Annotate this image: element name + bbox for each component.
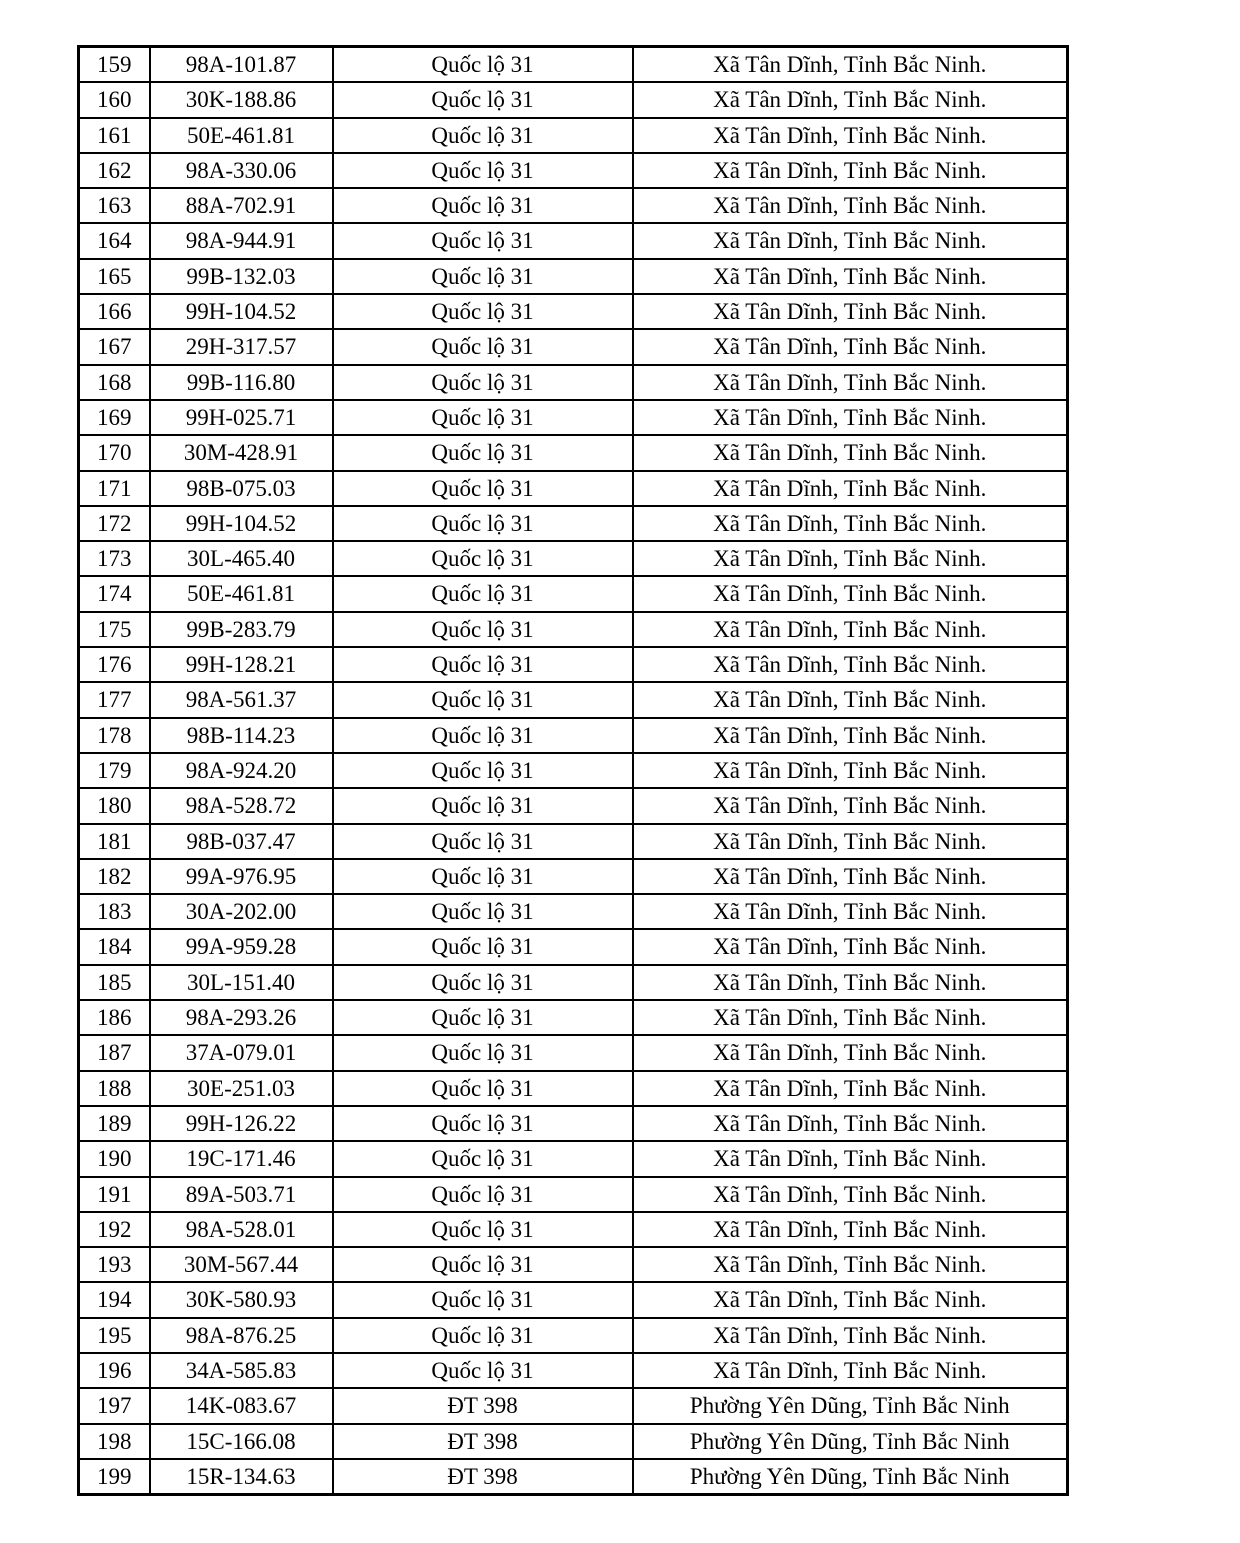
road-cell: Quốc lộ 31 bbox=[333, 1035, 633, 1070]
plate-cell: 88A-702.91 bbox=[150, 188, 333, 223]
table-row bbox=[79, 541, 1068, 576]
location-cell: Xã Tân Dĩnh, Tỉnh Bắc Ninh. bbox=[633, 1035, 1068, 1070]
plate-cell: 30K-188.86 bbox=[150, 82, 333, 117]
location-cell: Xã Tân Dĩnh, Tỉnh Bắc Ninh. bbox=[633, 647, 1068, 682]
row-number-cell: 197 bbox=[79, 1388, 150, 1423]
road-cell: Quốc lộ 31 bbox=[333, 612, 633, 647]
table-row bbox=[79, 47, 1068, 83]
row-number-cell: 196 bbox=[79, 1353, 150, 1388]
row-number-cell: 189 bbox=[79, 1106, 150, 1141]
location-cell: Xã Tân Dĩnh, Tỉnh Bắc Ninh. bbox=[633, 188, 1068, 223]
table-row bbox=[79, 965, 1068, 1000]
location-cell: Xã Tân Dĩnh, Tỉnh Bắc Ninh. bbox=[633, 894, 1068, 929]
table-row bbox=[79, 1000, 1068, 1035]
road-cell: Quốc lộ 31 bbox=[333, 82, 633, 117]
location-cell: Xã Tân Dĩnh, Tỉnh Bắc Ninh. bbox=[633, 576, 1068, 611]
plate-cell: 99B-116.80 bbox=[150, 365, 333, 400]
road-cell: ĐT 398 bbox=[333, 1459, 633, 1495]
location-cell: Xã Tân Dĩnh, Tỉnh Bắc Ninh. bbox=[633, 118, 1068, 153]
road-cell: Quốc lộ 31 bbox=[333, 188, 633, 223]
plate-cell: 98A-924.20 bbox=[150, 753, 333, 788]
row-number-cell: 180 bbox=[79, 788, 150, 823]
table-row bbox=[79, 400, 1068, 435]
violations-table bbox=[77, 45, 1069, 1496]
violations-table-body bbox=[79, 47, 1068, 1495]
location-cell: Phường Yên Dũng, Tỉnh Bắc Ninh bbox=[633, 1459, 1068, 1495]
table-row bbox=[79, 718, 1068, 753]
table-row bbox=[79, 1282, 1068, 1317]
table-row bbox=[79, 118, 1068, 153]
row-number-cell: 159 bbox=[79, 47, 150, 83]
road-cell: Quốc lộ 31 bbox=[333, 223, 633, 258]
table-row bbox=[79, 435, 1068, 470]
plate-cell: 98B-075.03 bbox=[150, 471, 333, 506]
row-number-cell: 183 bbox=[79, 894, 150, 929]
location-cell: Xã Tân Dĩnh, Tỉnh Bắc Ninh. bbox=[633, 400, 1068, 435]
table-row bbox=[79, 824, 1068, 859]
road-cell: Quốc lộ 31 bbox=[333, 859, 633, 894]
table-row bbox=[79, 188, 1068, 223]
plate-cell: 99A-976.95 bbox=[150, 859, 333, 894]
table-row bbox=[79, 788, 1068, 823]
plate-cell: 37A-079.01 bbox=[150, 1035, 333, 1070]
road-cell: Quốc lộ 31 bbox=[333, 718, 633, 753]
table-row bbox=[79, 1106, 1068, 1141]
row-number-cell: 194 bbox=[79, 1282, 150, 1317]
plate-cell: 99H-126.22 bbox=[150, 1106, 333, 1141]
row-number-cell: 172 bbox=[79, 506, 150, 541]
road-cell: ĐT 398 bbox=[333, 1388, 633, 1423]
location-cell: Xã Tân Dĩnh, Tỉnh Bắc Ninh. bbox=[633, 1071, 1068, 1106]
location-cell: Xã Tân Dĩnh, Tỉnh Bắc Ninh. bbox=[633, 929, 1068, 964]
row-number-cell: 190 bbox=[79, 1141, 150, 1176]
plate-cell: 98A-944.91 bbox=[150, 223, 333, 258]
location-cell: Xã Tân Dĩnh, Tỉnh Bắc Ninh. bbox=[633, 1106, 1068, 1141]
plate-cell: 99H-104.52 bbox=[150, 294, 333, 329]
table-row bbox=[79, 471, 1068, 506]
plate-cell: 30A-202.00 bbox=[150, 894, 333, 929]
row-number-cell: 198 bbox=[79, 1424, 150, 1459]
plate-cell: 99H-104.52 bbox=[150, 506, 333, 541]
plate-cell: 98B-037.47 bbox=[150, 824, 333, 859]
location-cell: Xã Tân Dĩnh, Tỉnh Bắc Ninh. bbox=[633, 788, 1068, 823]
row-number-cell: 187 bbox=[79, 1035, 150, 1070]
plate-cell: 98A-561.37 bbox=[150, 682, 333, 717]
table-row bbox=[79, 506, 1068, 541]
location-cell: Xã Tân Dĩnh, Tỉnh Bắc Ninh. bbox=[633, 223, 1068, 258]
location-cell: Phường Yên Dũng, Tỉnh Bắc Ninh bbox=[633, 1424, 1068, 1459]
plate-cell: 15R-134.63 bbox=[150, 1459, 333, 1495]
location-cell: Xã Tân Dĩnh, Tỉnh Bắc Ninh. bbox=[633, 1318, 1068, 1353]
location-cell: Xã Tân Dĩnh, Tỉnh Bắc Ninh. bbox=[633, 294, 1068, 329]
road-cell: Quốc lộ 31 bbox=[333, 471, 633, 506]
table-row bbox=[79, 647, 1068, 682]
plate-cell: 50E-461.81 bbox=[150, 576, 333, 611]
table-row bbox=[79, 365, 1068, 400]
location-cell: Xã Tân Dĩnh, Tỉnh Bắc Ninh. bbox=[633, 753, 1068, 788]
plate-cell: 98A-293.26 bbox=[150, 1000, 333, 1035]
row-number-cell: 174 bbox=[79, 576, 150, 611]
table-row bbox=[79, 1071, 1068, 1106]
road-cell: Quốc lộ 31 bbox=[333, 1071, 633, 1106]
location-cell: Xã Tân Dĩnh, Tỉnh Bắc Ninh. bbox=[633, 82, 1068, 117]
table-row bbox=[79, 1424, 1068, 1459]
table-row bbox=[79, 153, 1068, 188]
row-number-cell: 188 bbox=[79, 1071, 150, 1106]
table-row bbox=[79, 612, 1068, 647]
table-row bbox=[79, 329, 1068, 364]
road-cell: Quốc lộ 31 bbox=[333, 1353, 633, 1388]
row-number-cell: 168 bbox=[79, 365, 150, 400]
table-row bbox=[79, 576, 1068, 611]
plate-cell: 98A-876.25 bbox=[150, 1318, 333, 1353]
table-row bbox=[79, 859, 1068, 894]
location-cell: Xã Tân Dĩnh, Tỉnh Bắc Ninh. bbox=[633, 859, 1068, 894]
row-number-cell: 195 bbox=[79, 1318, 150, 1353]
row-number-cell: 170 bbox=[79, 435, 150, 470]
row-number-cell: 184 bbox=[79, 929, 150, 964]
road-cell: Quốc lộ 31 bbox=[333, 1318, 633, 1353]
road-cell: Quốc lộ 31 bbox=[333, 576, 633, 611]
table-row bbox=[79, 1353, 1068, 1388]
location-cell: Xã Tân Dĩnh, Tỉnh Bắc Ninh. bbox=[633, 329, 1068, 364]
road-cell: Quốc lộ 31 bbox=[333, 153, 633, 188]
table-row bbox=[79, 1388, 1068, 1423]
table-row bbox=[79, 682, 1068, 717]
road-cell: Quốc lộ 31 bbox=[333, 1106, 633, 1141]
road-cell: Quốc lộ 31 bbox=[333, 1247, 633, 1282]
road-cell: Quốc lộ 31 bbox=[333, 753, 633, 788]
row-number-cell: 164 bbox=[79, 223, 150, 258]
road-cell: Quốc lộ 31 bbox=[333, 259, 633, 294]
row-number-cell: 160 bbox=[79, 82, 150, 117]
location-cell: Phường Yên Dũng, Tỉnh Bắc Ninh bbox=[633, 1388, 1068, 1423]
location-cell: Xã Tân Dĩnh, Tỉnh Bắc Ninh. bbox=[633, 1282, 1068, 1317]
row-number-cell: 166 bbox=[79, 294, 150, 329]
road-cell: Quốc lộ 31 bbox=[333, 1212, 633, 1247]
plate-cell: 15C-166.08 bbox=[150, 1424, 333, 1459]
location-cell: Xã Tân Dĩnh, Tỉnh Bắc Ninh. bbox=[633, 682, 1068, 717]
row-number-cell: 167 bbox=[79, 329, 150, 364]
row-number-cell: 169 bbox=[79, 400, 150, 435]
location-cell: Xã Tân Dĩnh, Tỉnh Bắc Ninh. bbox=[633, 365, 1068, 400]
plate-cell: 30E-251.03 bbox=[150, 1071, 333, 1106]
plate-cell: 98A-330.06 bbox=[150, 153, 333, 188]
road-cell: Quốc lộ 31 bbox=[333, 1282, 633, 1317]
row-number-cell: 179 bbox=[79, 753, 150, 788]
row-number-cell: 161 bbox=[79, 118, 150, 153]
plate-cell: 98B-114.23 bbox=[150, 718, 333, 753]
location-cell: Xã Tân Dĩnh, Tỉnh Bắc Ninh. bbox=[633, 1000, 1068, 1035]
table-row bbox=[79, 1177, 1068, 1212]
table-row bbox=[79, 1247, 1068, 1282]
location-cell: Xã Tân Dĩnh, Tỉnh Bắc Ninh. bbox=[633, 541, 1068, 576]
location-cell: Xã Tân Dĩnh, Tỉnh Bắc Ninh. bbox=[633, 153, 1068, 188]
row-number-cell: 199 bbox=[79, 1459, 150, 1495]
road-cell: Quốc lộ 31 bbox=[333, 47, 633, 83]
road-cell: Quốc lộ 31 bbox=[333, 1141, 633, 1176]
row-number-cell: 182 bbox=[79, 859, 150, 894]
plate-cell: 34A-585.83 bbox=[150, 1353, 333, 1388]
plate-cell: 99B-283.79 bbox=[150, 612, 333, 647]
plate-cell: 99B-132.03 bbox=[150, 259, 333, 294]
road-cell: Quốc lộ 31 bbox=[333, 541, 633, 576]
table-row bbox=[79, 1212, 1068, 1247]
row-number-cell: 176 bbox=[79, 647, 150, 682]
location-cell: Xã Tân Dĩnh, Tỉnh Bắc Ninh. bbox=[633, 47, 1068, 83]
road-cell: Quốc lộ 31 bbox=[333, 400, 633, 435]
location-cell: Xã Tân Dĩnh, Tỉnh Bắc Ninh. bbox=[633, 471, 1068, 506]
table-row bbox=[79, 894, 1068, 929]
plate-cell: 98A-528.72 bbox=[150, 788, 333, 823]
plate-cell: 29H-317.57 bbox=[150, 329, 333, 364]
plate-cell: 19C-171.46 bbox=[150, 1141, 333, 1176]
road-cell: Quốc lộ 31 bbox=[333, 788, 633, 823]
road-cell: Quốc lộ 31 bbox=[333, 294, 633, 329]
table-row bbox=[79, 1141, 1068, 1176]
table-row bbox=[79, 82, 1068, 117]
table-row bbox=[79, 223, 1068, 258]
row-number-cell: 185 bbox=[79, 965, 150, 1000]
plate-cell: 99A-959.28 bbox=[150, 929, 333, 964]
road-cell: Quốc lộ 31 bbox=[333, 894, 633, 929]
row-number-cell: 163 bbox=[79, 188, 150, 223]
row-number-cell: 192 bbox=[79, 1212, 150, 1247]
plate-cell: 14K-083.67 bbox=[150, 1388, 333, 1423]
table-row bbox=[79, 1318, 1068, 1353]
row-number-cell: 186 bbox=[79, 1000, 150, 1035]
location-cell: Xã Tân Dĩnh, Tỉnh Bắc Ninh. bbox=[633, 1247, 1068, 1282]
plate-cell: 99H-025.71 bbox=[150, 400, 333, 435]
location-cell: Xã Tân Dĩnh, Tỉnh Bắc Ninh. bbox=[633, 1353, 1068, 1388]
table-row bbox=[79, 294, 1068, 329]
road-cell: Quốc lộ 31 bbox=[333, 929, 633, 964]
row-number-cell: 171 bbox=[79, 471, 150, 506]
road-cell: Quốc lộ 31 bbox=[333, 647, 633, 682]
road-cell: Quốc lộ 31 bbox=[333, 682, 633, 717]
plate-cell: 30L-151.40 bbox=[150, 965, 333, 1000]
plate-cell: 98A-101.87 bbox=[150, 47, 333, 83]
location-cell: Xã Tân Dĩnh, Tỉnh Bắc Ninh. bbox=[633, 1177, 1068, 1212]
location-cell: Xã Tân Dĩnh, Tỉnh Bắc Ninh. bbox=[633, 824, 1068, 859]
location-cell: Xã Tân Dĩnh, Tỉnh Bắc Ninh. bbox=[633, 1212, 1068, 1247]
plate-cell: 30M-567.44 bbox=[150, 1247, 333, 1282]
road-cell: Quốc lộ 31 bbox=[333, 329, 633, 364]
location-cell: Xã Tân Dĩnh, Tỉnh Bắc Ninh. bbox=[633, 965, 1068, 1000]
table-row bbox=[79, 1035, 1068, 1070]
table-row bbox=[79, 753, 1068, 788]
road-cell: Quốc lộ 31 bbox=[333, 118, 633, 153]
road-cell: Quốc lộ 31 bbox=[333, 965, 633, 1000]
table-row bbox=[79, 929, 1068, 964]
row-number-cell: 193 bbox=[79, 1247, 150, 1282]
row-number-cell: 162 bbox=[79, 153, 150, 188]
plate-cell: 30K-580.93 bbox=[150, 1282, 333, 1317]
road-cell: Quốc lộ 31 bbox=[333, 435, 633, 470]
road-cell: Quốc lộ 31 bbox=[333, 1177, 633, 1212]
plate-cell: 99H-128.21 bbox=[150, 647, 333, 682]
location-cell: Xã Tân Dĩnh, Tỉnh Bắc Ninh. bbox=[633, 506, 1068, 541]
road-cell: Quốc lộ 31 bbox=[333, 365, 633, 400]
row-number-cell: 178 bbox=[79, 718, 150, 753]
table-row bbox=[79, 1459, 1068, 1495]
road-cell: Quốc lộ 31 bbox=[333, 824, 633, 859]
row-number-cell: 191 bbox=[79, 1177, 150, 1212]
location-cell: Xã Tân Dĩnh, Tỉnh Bắc Ninh. bbox=[633, 435, 1068, 470]
location-cell: Xã Tân Dĩnh, Tỉnh Bắc Ninh. bbox=[633, 1141, 1068, 1176]
plate-cell: 89A-503.71 bbox=[150, 1177, 333, 1212]
row-number-cell: 181 bbox=[79, 824, 150, 859]
road-cell: ĐT 398 bbox=[333, 1424, 633, 1459]
road-cell: Quốc lộ 31 bbox=[333, 1000, 633, 1035]
location-cell: Xã Tân Dĩnh, Tỉnh Bắc Ninh. bbox=[633, 259, 1068, 294]
row-number-cell: 177 bbox=[79, 682, 150, 717]
row-number-cell: 165 bbox=[79, 259, 150, 294]
table-row bbox=[79, 259, 1068, 294]
plate-cell: 50E-461.81 bbox=[150, 118, 333, 153]
plate-cell: 98A-528.01 bbox=[150, 1212, 333, 1247]
row-number-cell: 173 bbox=[79, 541, 150, 576]
row-number-cell: 175 bbox=[79, 612, 150, 647]
location-cell: Xã Tân Dĩnh, Tỉnh Bắc Ninh. bbox=[633, 718, 1068, 753]
road-cell: Quốc lộ 31 bbox=[333, 506, 633, 541]
plate-cell: 30L-465.40 bbox=[150, 541, 333, 576]
location-cell: Xã Tân Dĩnh, Tỉnh Bắc Ninh. bbox=[633, 612, 1068, 647]
plate-cell: 30M-428.91 bbox=[150, 435, 333, 470]
